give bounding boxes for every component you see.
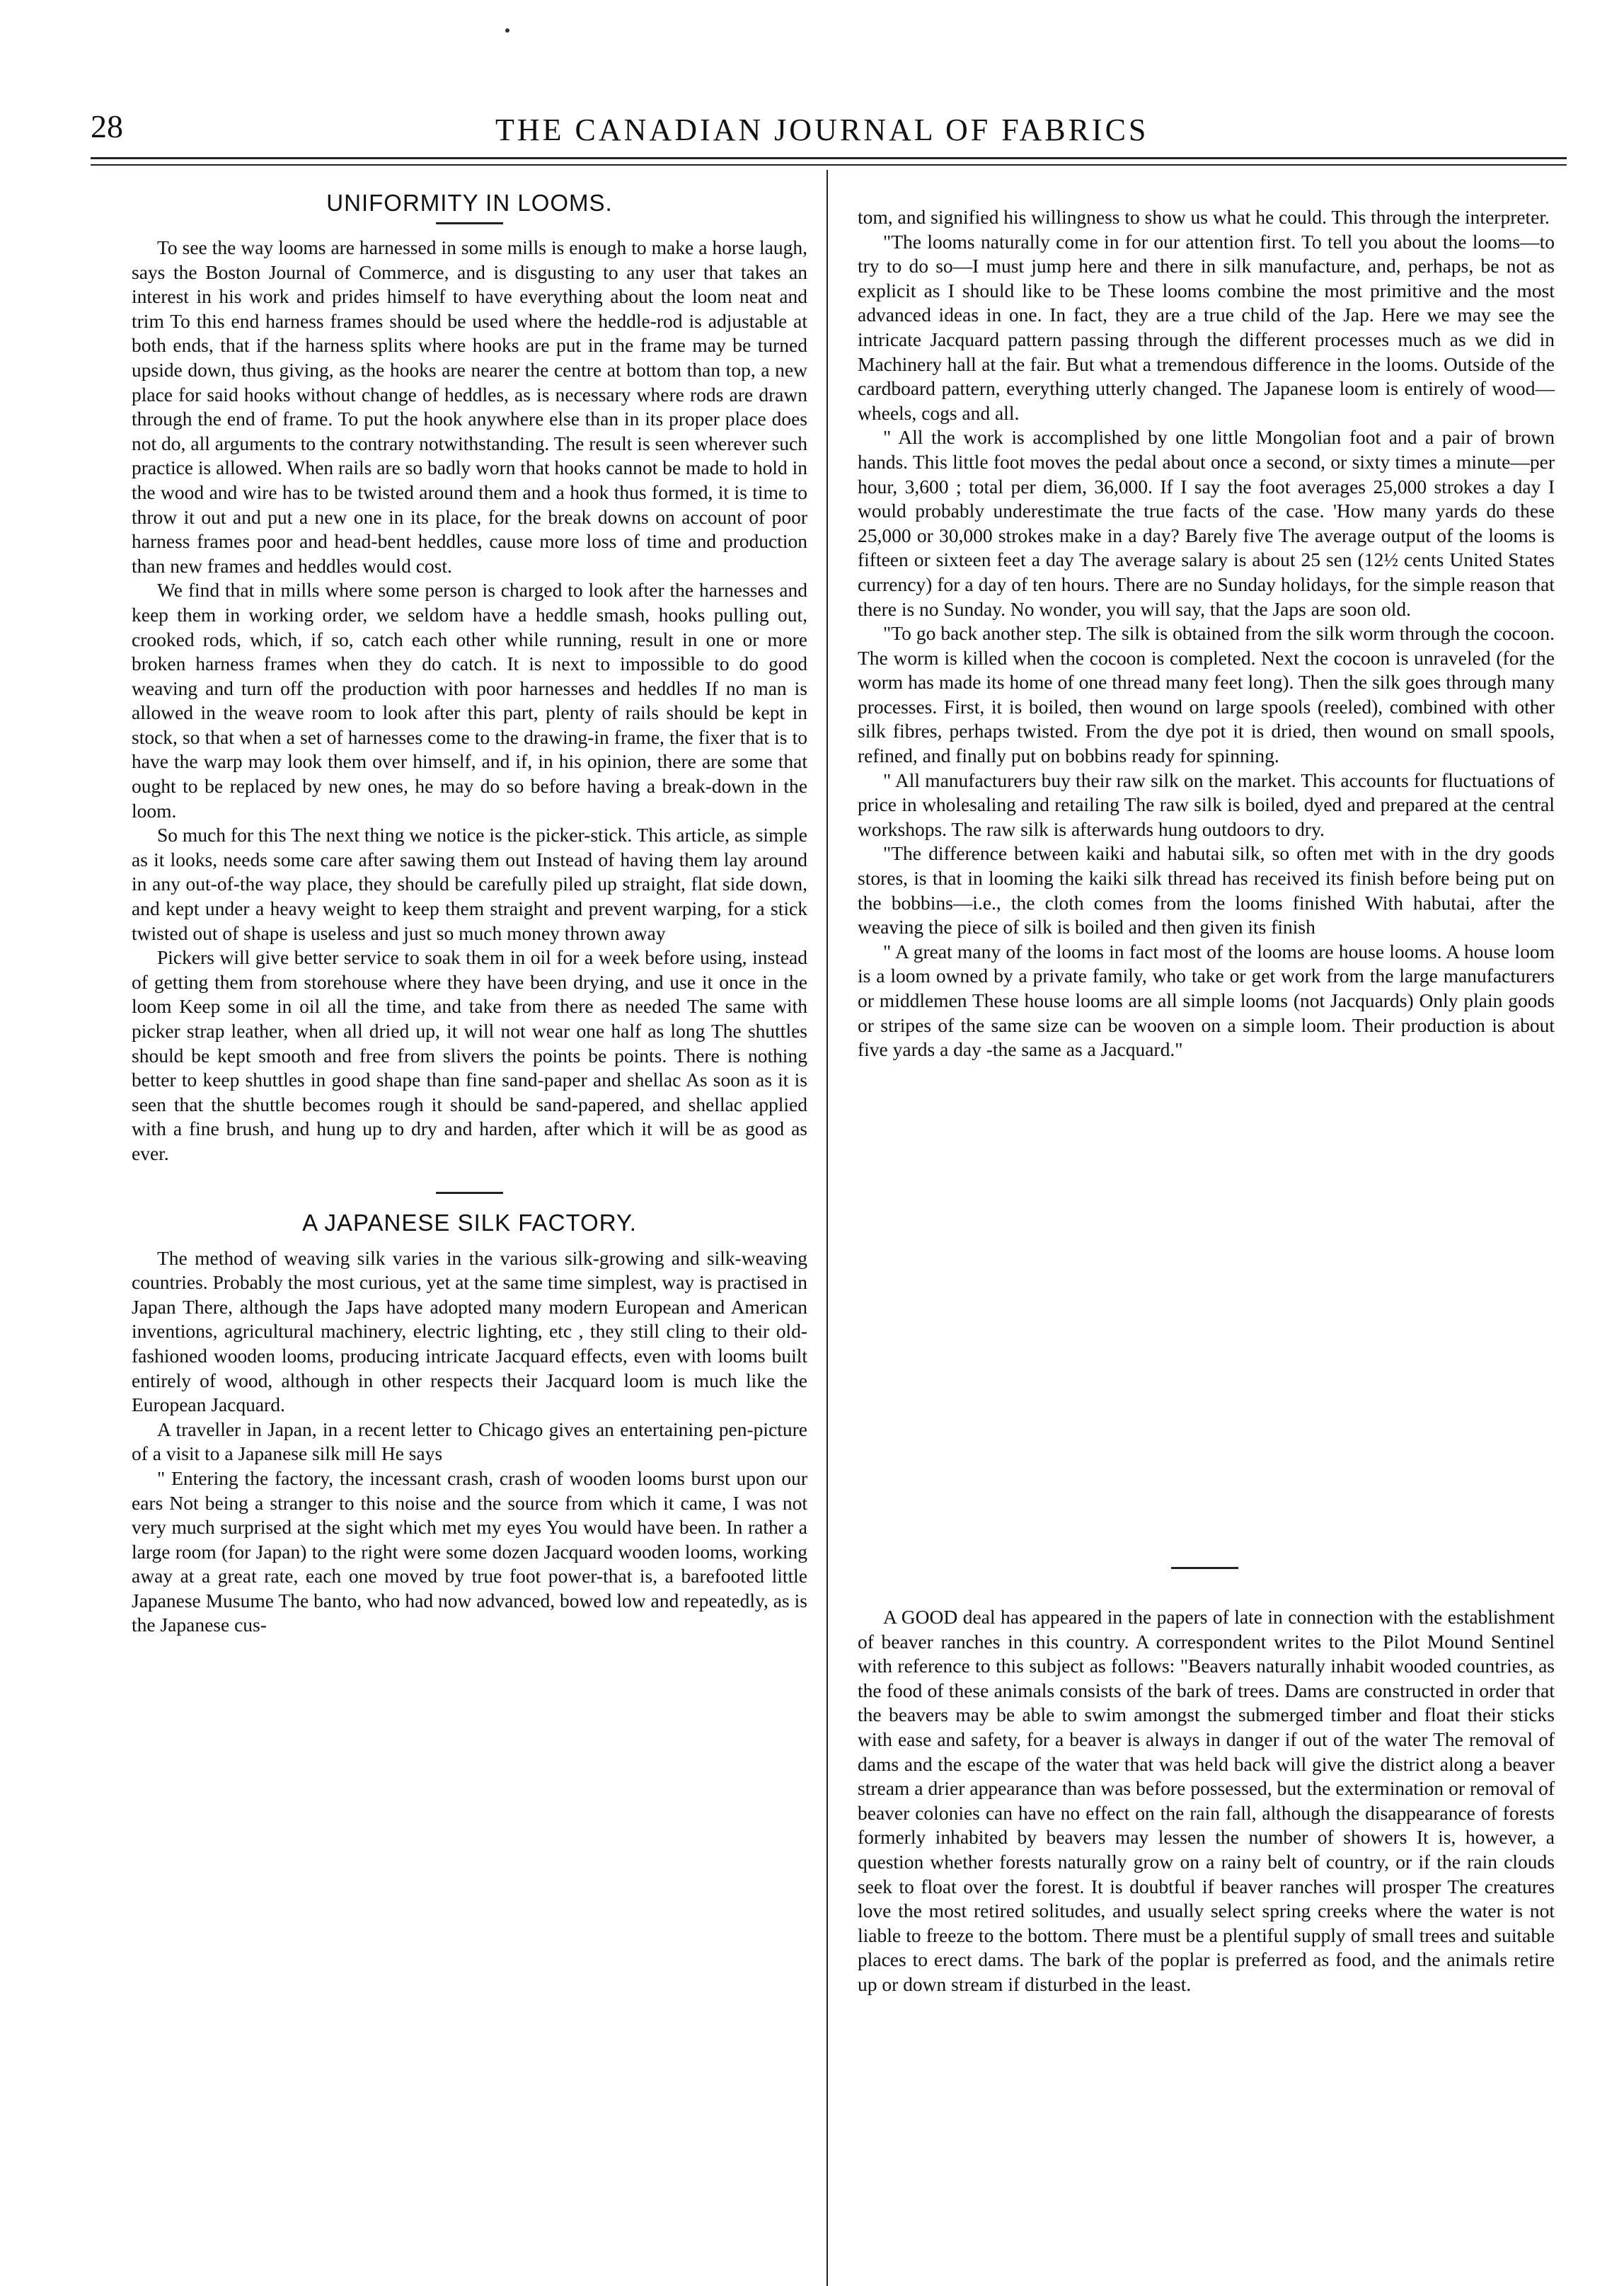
section-divider (1171, 1567, 1238, 1569)
article-heading-japanese-silk: A JAPANESE SILK FACTORY. (302, 1209, 637, 1236)
heading-underline (436, 222, 503, 224)
article-heading-uniformity: UNIFORMITY IN LOOMS. (326, 190, 613, 216)
ink-speck (505, 28, 509, 33)
article-paragraph: The method of weaving silk varies in the various silk-growing and silk-weaving countries. Probably the most curious, yet at the same time simplest, way is practised in Japan There, although the Japs have adopted many modern European and American inventions, agricultural machinery, electric lighting, etc , they still cling to their old-fashioned wooden looms, producing intricate Jacquard effects, even with looms built entirely of wood, although in other respects their Jacquard loom is much like the European Jacquard. (132, 1246, 807, 1416)
running-head: THE CANADIAN JOURNAL OF FABRICS (495, 113, 1149, 147)
article-paragraph: So much for this The next thing we notice is the picker-stick. This article, as simple as it looks, needs some care after sawing them out Instead of having them lay around in any out-of-the way place, they should be carefully piled up straight, flat side down, and kept under a heavy weight to keep them straight and prevent warping, for a stick twisted out of shape is useless and just so much money thrown away (132, 824, 807, 944)
article-paragraph: " All the work is accomplished by one little Mongolian foot and a pair of brown hands. This little foot moves the pedal about once a second, or sixty times a minute—per hour, 3,600 ; total per diem, 36,000. If I say the foot averages 25,000 strokes a day I would probably underestimate the true facts of the case. 'How many yards do these 25,000 or 30,000 strokes make in a day? Barely five The average output of the looms is fifteen or sixteen feet a day The average salary is about 25 sen (12½ cents United States currency) for a day of ten hours. There are no Sunday holidays, for the simple reason that there is no Sunday. No wonder, you will say, that the Japs are soon old. (858, 426, 1555, 620)
article-paragraph: To see the way looms are harnessed in some mills is enough to make a horse laugh, says the Boston Journal of Commerce, and is disgusting to any user that takes an interest in his work and prides himself to have everything about the loom neat and trim To this end harness frames should be used where the heddle-rod is adjustable at both ends, that if the harness splits where hooks are put in the frame may be turned upside down, thus giving, as the hooks are nearer the centre at bottom than top, a new place for said hooks without change of heddles, as is necessary where rods are drawn through the end of frame. To put the hook anywhere else than in its proper place does not do, all arguments to the contrary notwithstanding. The result is seen wherever such practice is allowed. When rails are so badly worn that hooks cannot be made to hold in the wood and wire has to be twisted around them and a hook thus formed, it is time to throw it out and put a new one in its place, for the break downs on account of poor harness frames poor and head-bent heddles, cause more loss of time and production than new frames and heddles would cost. (132, 236, 807, 577)
article-paragraph: tom, and signified his willingness to show us what he could. This through the interpreter. (858, 206, 1550, 228)
right-column-top (858, 205, 1555, 1062)
page-number: 28 (91, 108, 123, 144)
left-column (132, 190, 807, 1638)
article-paragraph: Pickers will give better service to soak them in oil for a week before using, instead of getting them from storehouse where they have been drying, and use it once in the loom Keep some in oil all the time, and take from there as needed The same with picker strap leather, when all dried up, it will not wear one half as long The shuttles should be kept smooth and free from slivers the points be points. There is nothing better to keep shuttles in good shape than fine sand-paper and shellac As soon as it is seen that the shuttle becomes rough it should be sand-papered, and shellac applied with a fine brush, and hung up to dry and harden, after which it will be as good as ever. (132, 946, 807, 1164)
right-column-bottom (858, 1605, 1555, 1997)
article-paragraph: "To go back another step. The silk is obtained from the silk worm through the cocoon. The worm is killed when the cocoon is completed. Next the cocoon is unraveled (for the worm has made its home of one thread many feet long). Then the silk goes through many processes. First, it is boiled, then wound on large spools (reeled), combined with other silk fibres, perhaps twisted. From the dye pot it is dried, then wound on small spools, refined, and finally put on bobbins ready for spinning. (858, 622, 1555, 767)
article-paragraph: "The difference between kaiki and habutai silk, so often met with in the dry goods stores, is that in looming the kaiki silk thread has received its finish before being put on the bobbins—i.e., the cloth comes from the looms finished With habutai, after the weaving the piece of silk is boiled and then given its finish (858, 842, 1555, 938)
header-rule (91, 157, 1567, 159)
article-paragraph: "The looms naturally come in for our attention first. To tell you about the looms—to try to do so—I must jump here and there in silk manufacture, and, perhaps, be not as explicit as I should like to be These looms combine the most primitive and the most advanced ideas in one. In fact, they are a true child of the Jap. Here we may see the intricate Jacquard pattern passing through the different processes much as we did in Machinery hall at the fair. But what a tremendous difference in the looms. Outside of the cardboard pattern, everything utterly changed. The Japanese loom is entirely of wood—wheels, cogs and all. (858, 230, 1555, 424)
article-paragraph: " A great many of the looms in fact most of the looms are house looms. A house loom is a loom owned by a private family, who take or get work from the large manufacturers or middlemen These house looms are all simple looms (not Jacquards) Only plain goods or stripes of the same size can be wooven on a simple loom. Their production is about five yards a day -the same as a Jacquard." (858, 940, 1555, 1061)
section-divider (436, 1192, 503, 1194)
column-rule (827, 170, 828, 2286)
article-paragraph: " Entering the factory, the incessant crash, crash of wooden looms burst upon our ears Not being a stranger to this noise and the source from which it came, I was not very much surprised at the sight which met my eyes You would have been. In rather a large room (for Japan) to the right were some dozen Jacquard wooden looms, working away at a great rate, each one moved by true foot power-that is, a barefooted little Japanese Musume The banto, who had now advanced, bowed low and repeatedly, as is the Japanese cus- (132, 1466, 807, 1636)
header-rule-lower (91, 164, 1567, 166)
article-paragraph: We find that in mills where some person is charged to look after the harnesses and keep them in working order, we seldom have a heddle smash, hooks pulling out, crooked rods, which, if so, catch each other while running, result in one or more broken harness frames when they do catch. It is next to impossible to do good weaving and turn off the production with poor harnesses and heddles If no man is allowed in the weave room to look after this part, plenty of rails should be kept in stock, so that when a set of harnesses come to the drawing-in frame, the fixer that is to have the warp may look them over himself, and if, in his opinion, there are some that ought to be replaced by new ones, he may do so before having a break-down in the loom. (132, 579, 807, 822)
article-paragraph: A GOOD deal has appeared in the papers of late in connection with the establishment of beaver ranches in this country. A correspondent writes to the Pilot Mound Sentinel with reference to this subject as follows: "Beavers naturally inhabit wooded countries, as the food of these animals consists of the bark of trees. Dams are constructed in order that the beavers may be able to swim amongst the submerged timber and float their sticks with ease and safety, for a beaver is always in danger if out of the water The removal of dams and the escape of the water that was held back will give the district along a beaver stream a drier appearance than was before possessed, but the extermination or removal of beaver colonies can have no effect on the rain fall, although the disappearance of forests formerly inhabited by beavers may lessen the number of showers It is, however, a question whether forests naturally grow on a rainy belt of country, or if the rain clouds seek to float over the forest. It is doubtful if beaver ranches will prosper The creatures love the most retired solitudes, and usually select spring creeks where the water is not liable to freeze to the bottom. There must be a plentiful supply of small trees and suitable places to erect dams. The bark of the poplar is preferred as food, and the animals retire up or down stream if disturbed in the least. (858, 1606, 1555, 1995)
article-paragraph: " All manufacturers buy their raw silk on the market. This accounts for fluctuations of price in wholesaling and retailing The raw silk is boiled, dyed and prepared at the central workshops. The raw silk is afterwards hung outdoors to dry. (858, 769, 1555, 840)
article-paragraph: A traveller in Japan, in a recent letter to Chicago gives an entertaining pen-picture of a visit to a Japanese silk mill He says (132, 1418, 807, 1465)
